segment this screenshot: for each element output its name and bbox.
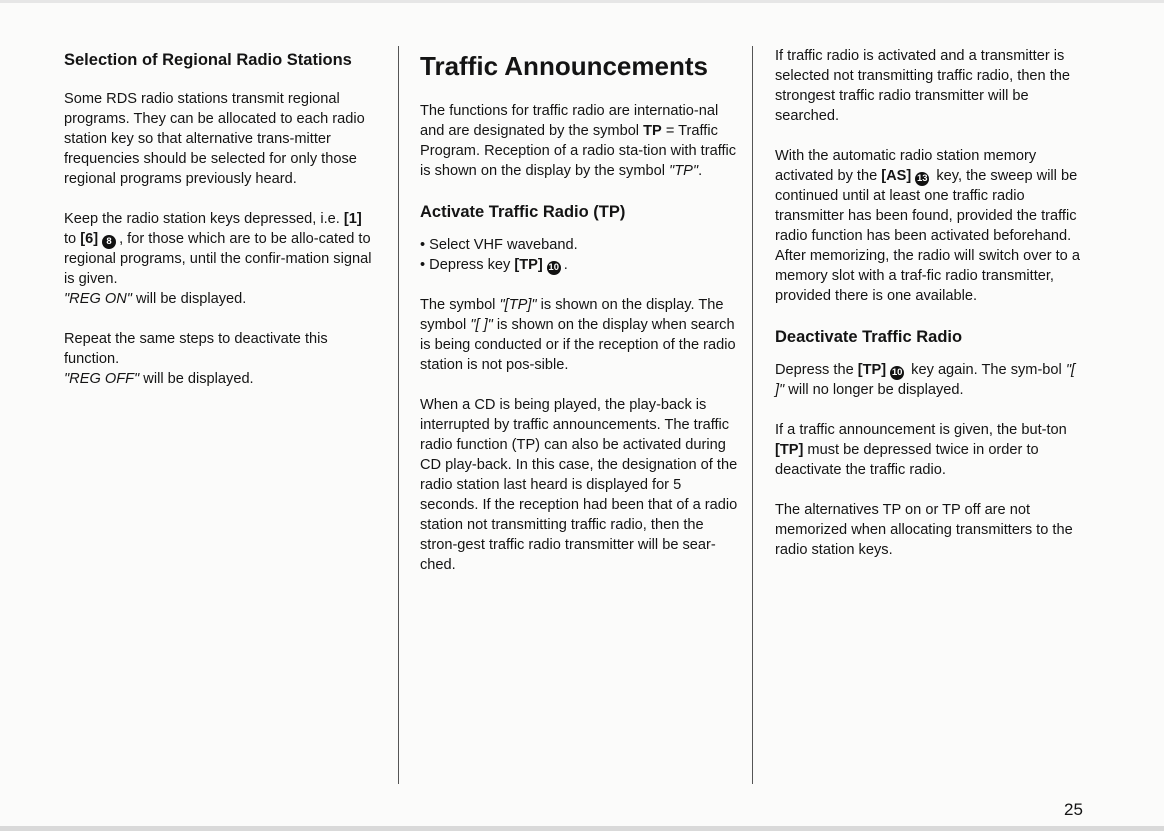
list-item: • Depress key [TP] 10 .	[420, 255, 738, 275]
cd-playback-paragraph: When a CD is being played, the play-back is interrupted by traffic announcements. The traffic radio function (TP) can also be activated during CD play-back. In this case, the designation of the radio station last heard is displayed for 5 seconds. If the reception had been that of a radio station not transmitting traffic radio, then the stron-gest traffic radio transmitter will be sear-ched.	[420, 397, 738, 573]
search-transmitter-paragraph: If traffic radio is activated and a transmitter is selected not transmitting traffic radio, then the strongest traffic radio transmitter will be searched.	[775, 48, 1071, 124]
reg-on-symbol: "REG ON"	[64, 291, 132, 307]
activate-traffic-heading: Activate Traffic Radio (TP)	[420, 203, 626, 221]
empty-bracket-symbol: "[ ]"	[470, 317, 493, 333]
callout-number-icon: 10	[548, 262, 559, 273]
left-column	[64, 46, 376, 409]
activate-steps-list	[420, 235, 738, 275]
column-divider-right	[752, 46, 753, 784]
right-column	[775, 46, 1087, 580]
callout-number-icon: 13	[916, 173, 928, 184]
deactivate-regional-paragraph: Repeat the same steps to deactivate this function.	[64, 331, 328, 367]
reg-off-symbol: "REG OFF"	[64, 371, 140, 387]
tp-key-label: [TP]	[514, 257, 543, 273]
page-number: 25	[1064, 800, 1083, 819]
middle-column	[420, 46, 738, 595]
reg-off-display-line: "REG OFF" will be displayed.	[64, 371, 254, 387]
list-item: • Select VHF waveband.	[420, 235, 738, 255]
traffic-announcements-title: Traffic Announcements	[420, 51, 708, 81]
scan-bottom-edge	[0, 826, 1164, 831]
tp-key-label: [TP]	[857, 362, 887, 378]
deactivate-paragraph: Depress the [TP] 10 key again. The sym-bol "[ ]" will no longer be displayed.	[775, 362, 1076, 398]
auto-memory-paragraph: With the automatic radio station memory activated by the [AS] 13 key, the sweep will be continued until at least one traffic radio transmitter has been found, provided the traffic radio function has been activated beforehand. After memorizing, the radio will switch over to a memory slot with a traf-fic radio transmitter, provided there is one available.	[775, 148, 1080, 304]
announcement-paragraph: If a traffic announcement is given, the but-ton [TP] must be depressed twice in order to deactivate the traffic radio.	[775, 422, 1067, 478]
scan-top-edge	[0, 0, 1164, 3]
callout-number-icon: 8	[102, 235, 116, 249]
traffic-intro-paragraph: The functions for traffic radio are internatio-nal and are designated by the symbol TP = Traffic Program. Reception of a radio sta-tion with traffic is shown on the display by the symbol "TP".	[420, 103, 737, 179]
tp-symbol: TP	[643, 123, 662, 139]
deactivate-traffic-heading: Deactivate Traffic Radio	[775, 328, 963, 346]
tp-symbol-paragraph: The symbol "[TP]" is shown on the display. The symbol "[ ]" is shown on the display when search is being conducted or if the reception of the radio station is not pos-sible.	[420, 297, 736, 373]
alternatives-paragraph: The alternatives TP on or TP off are not memorized when allocating transmitters to the radio station keys.	[775, 502, 1073, 558]
key-1-label: [1]	[343, 211, 362, 227]
column-divider-left	[398, 46, 399, 784]
tp-key-label: [TP]	[775, 442, 804, 458]
callout-number-icon: 10	[891, 367, 903, 378]
regional-stations-heading: Selection of Regional Radio Stations	[64, 51, 352, 69]
reg-on-display-line: "REG ON" will be displayed.	[64, 291, 247, 307]
empty-bracket-symbol: "[ ]"	[775, 362, 1076, 398]
as-key-label: [AS]	[881, 168, 912, 184]
regional-instructions-paragraph: Keep the radio station keys depressed, i.e. [1] to [6] 8 , for those which are to be allo-cated to regional programs, until the confir-mation signal is given.	[64, 211, 372, 287]
tp-display-symbol: "TP"	[669, 163, 699, 179]
regional-intro-paragraph: Some RDS radio stations transmit regional programs. They can be allocated to each radio station key so that alternative trans-mitter frequencies should be selected for only those regional programs previously heard.	[64, 91, 365, 187]
key-6-label: [6]	[80, 231, 99, 247]
tp-bracket-symbol: "[TP]"	[499, 297, 537, 313]
